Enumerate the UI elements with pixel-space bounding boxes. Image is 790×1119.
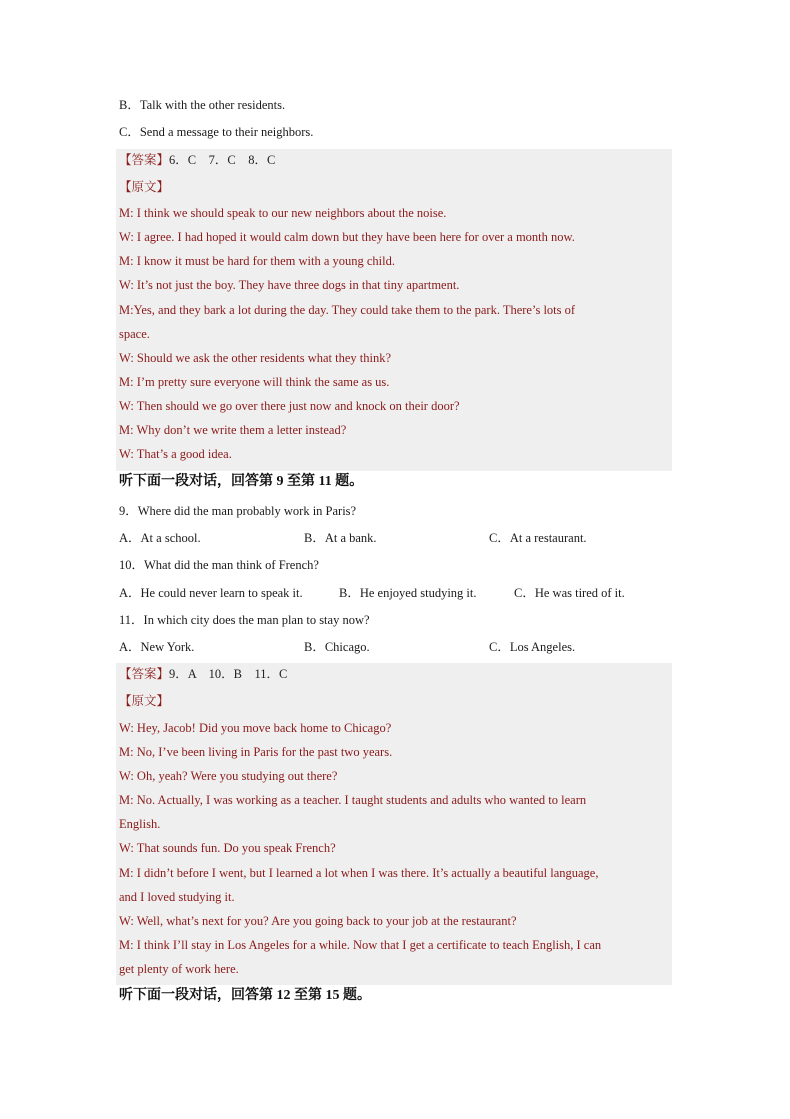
question-11: 11．In which city does the man plan to stay now? [119,613,370,627]
transcript-line: W: I agree. I had hoped it would calm down but they have been here for over a month now. [119,230,575,244]
transcript-line: W: Oh, yeah? Were you studying out there? [119,769,338,783]
answer-line-2 [119,662,287,686]
transcript-line: M:Yes, and they bark a lot during the day. They could take them to the park. There’s lots of [119,303,576,317]
transcript-line: space. [119,327,150,341]
transcript-line: M: I know it must be hard for them with a young child. [119,254,396,268]
transcript-line: M: I think we should speak to our new neighbors about the noise. [119,206,447,220]
transcript-line: get plenty of work here. [119,962,239,976]
transcript-line: W: Well, what’s next for you? Are you going back to your job at the restaurant? [119,914,517,928]
transcript-line: M: I didn’t before I went, but I learned a lot when I was there. It’s actually a beautiful language, [119,866,599,880]
transcript-line: M: I’m pretty sure everyone will think the same as us. [119,375,390,389]
q9-option-c: C．At a restaurant. [489,531,587,545]
q10-option-a: A．He could never learn to speak it. [119,586,303,600]
q10-option-b: B．He enjoyed studying it. [339,586,477,600]
option-c: C．Send a message to their neighbors. [119,125,314,139]
q11-option-b: B．Chicago. [304,640,370,654]
q9-option-a: A．At a school. [119,531,201,545]
q11-option-a: A．New York. [119,640,195,654]
transcript-line: W: That’s a good idea. [119,447,232,461]
question-9: 9．Where did the man probably work in Paris? [119,504,357,518]
transcript-line: English. [119,817,161,831]
transcript-line: M: I think I’ll stay in Los Angeles for a while. Now that I get a certificate to teach English, I can [119,938,602,952]
q11-option-c: C．Los Angeles. [489,640,576,654]
transcript-line: W: Should we ask the other residents what they think? [119,351,392,365]
transcript-line: W: That sounds fun. Do you speak French? [119,841,336,855]
transcript-tag-1: 【原文】 [119,180,170,194]
transcript-line: W: Then should we go over there just now and knock on their door? [119,399,460,413]
transcript-line: and I loved studying it. [119,890,235,904]
q9-option-b: B．At a bank. [304,531,377,545]
section-heading-2: 听下面一段对话，回答第 12 至第 15 题。 [119,988,371,1003]
transcript-line: M: No. Actually, I was working as a teacher. I taught students and adults who wanted to learn [119,793,587,807]
transcript-line: W: It’s not just the boy. They have three dogs in that tiny apartment. [119,278,460,292]
transcript-tag-2: 【原文】 [119,694,170,708]
section-heading-1: 听下面一段对话，回答第 9 至第 11 题。 [119,474,364,489]
answer-text: 9．A 10．B 11．C [169,667,288,681]
q10-option-c: C．He was tired of it. [514,586,625,600]
answer-tag: 【答案】 [119,667,170,681]
answer-line-1 [119,148,275,172]
transcript-line: M: Why don’t we write them a letter instead? [119,423,347,437]
transcript-line: M: No, I’ve been living in Paris for the past two years. [119,745,393,759]
option-b: B．Talk with the other residents. [119,98,286,112]
answer-text: 6．C 7．C 8．C [169,153,276,167]
question-10: 10．What did the man think of French? [119,558,319,572]
answer-tag: 【答案】 [119,153,170,167]
transcript-line: W: Hey, Jacob! Did you move back home to Chicago? [119,721,392,735]
